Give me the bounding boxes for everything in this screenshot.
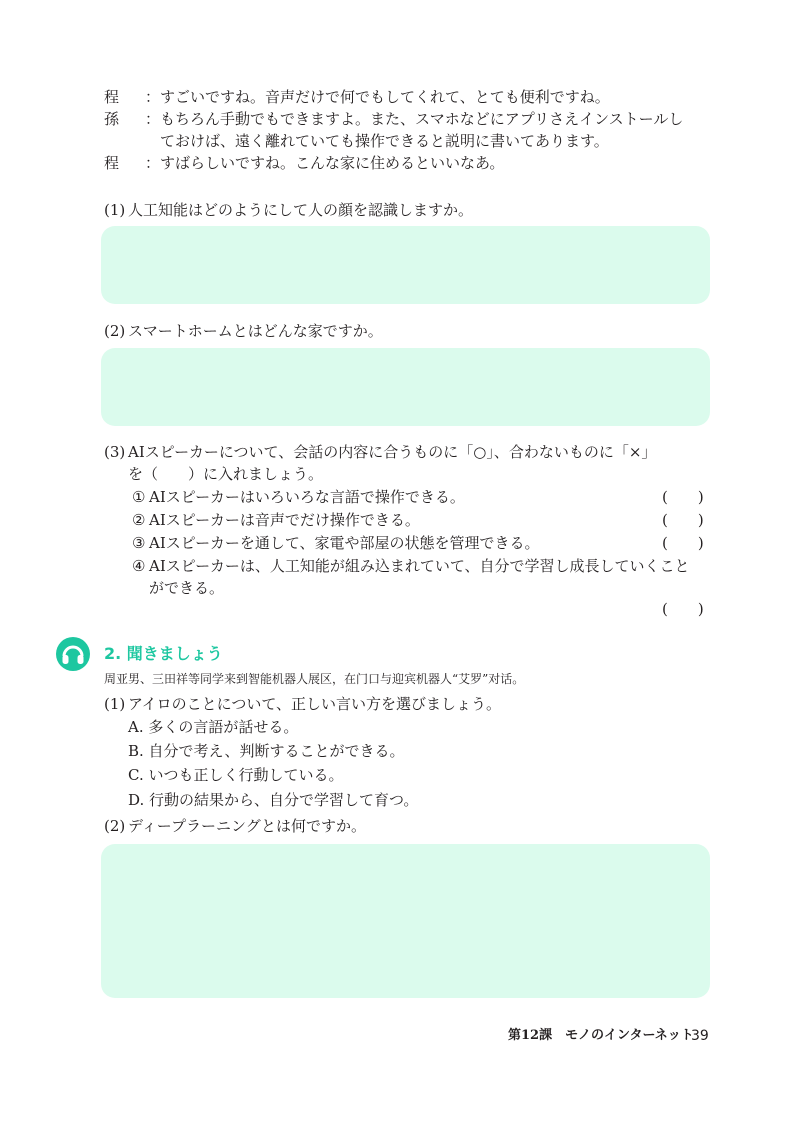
dialogue-line: ておけば、遠く離れていても操作できると説明に書いてあります。 [160,132,609,150]
dialogue-line: すごいですね。音声だけで何でもしてくれて、とても便利ですね。 [160,88,610,106]
q3-line2: を（ ）に入れましょう。 [128,465,324,483]
s2-q2-text: ディープラーニングとは何ですか。 [128,817,367,835]
q3-item-answer-paren[interactable]: ( ) [662,511,704,529]
q3-item-answer-paren[interactable]: ( ) [662,600,704,618]
q3-item-mark: ④ [132,557,146,575]
speaker-cheng: 程 [104,154,120,172]
speaker-sun: 孫 [104,110,120,128]
speaker-cheng: 程 [104,88,120,106]
option-b[interactable]: B. 自分で考え、判断することができる。 [128,742,405,760]
option-c[interactable]: C. いつも正しく行動している。 [128,766,344,784]
q1-answer-box[interactable] [101,226,710,304]
section-title: 2. 聞きましょう [104,644,223,663]
q3-item-mark: ③ [132,534,146,552]
q3-item-mark: ① [132,488,146,506]
headphones-icon [54,635,92,673]
q1-text: 人工知能はどのようにして人の顔を認識しますか。 [128,201,474,219]
s2-q1-number: (1) [104,695,126,713]
dialogue-line: すばらしいですね。こんな家に住めるといいなあ。 [160,154,505,172]
q2-answer-box[interactable] [101,348,710,426]
dialogue-line: もちろん手動でもできますよ。また、スマホなどにアプリさえインストールし [160,110,684,128]
speaker-colon: ： [145,154,161,172]
q3-number: (3) [104,443,126,461]
speaker-colon: ： [145,110,161,128]
q3-item-answer-paren[interactable]: ( ) [662,534,704,552]
q3-item-answer-paren[interactable]: ( ) [662,488,704,506]
q2-text: スマートホームとはどんな家ですか。 [128,322,383,340]
s2-q2-number: (2) [104,817,126,835]
q3-item-text: AIスピーカーを通して、家電や部屋の状態を管理できる。 [149,534,540,552]
q1-number: (1) [104,201,126,219]
q2-number: (2) [104,322,126,340]
s2-q2-answer-box[interactable] [101,844,710,998]
section-description: 周亚男、三田祥等同学来到智能机器人展区，在门口与迎宾机器人“艾罗”对话。 [104,672,525,686]
footer-lesson-title: 第12課 モノのインターネット [508,1028,694,1043]
page-number: 39 [691,1028,709,1044]
q3-item-text: AIスピーカーは音声でだけ操作できる。 [149,511,420,529]
s2-q1-text: アイロのことについて、正しい言い方を選びましょう。 [128,695,502,713]
speaker-colon: ： [145,88,161,106]
q3-item-text: AIスピーカーは、人工知能が組み込まれていて、自分で学習し成長していくこと [149,557,690,575]
option-a[interactable]: A. 多くの言語が話せる。 [128,718,299,736]
q3-item-text: AIスピーカーはいろいろな言語で操作できる。 [149,488,465,506]
option-d[interactable]: D. 行動の結果から、自分で学習して育つ。 [128,791,419,809]
q3-line1: AIスピーカーについて、会話の内容に合うものに「○」、合わないものに「×」 [128,443,657,461]
q3-item-text-cont: ができる。 [149,579,225,597]
q3-item-mark: ② [132,511,146,529]
